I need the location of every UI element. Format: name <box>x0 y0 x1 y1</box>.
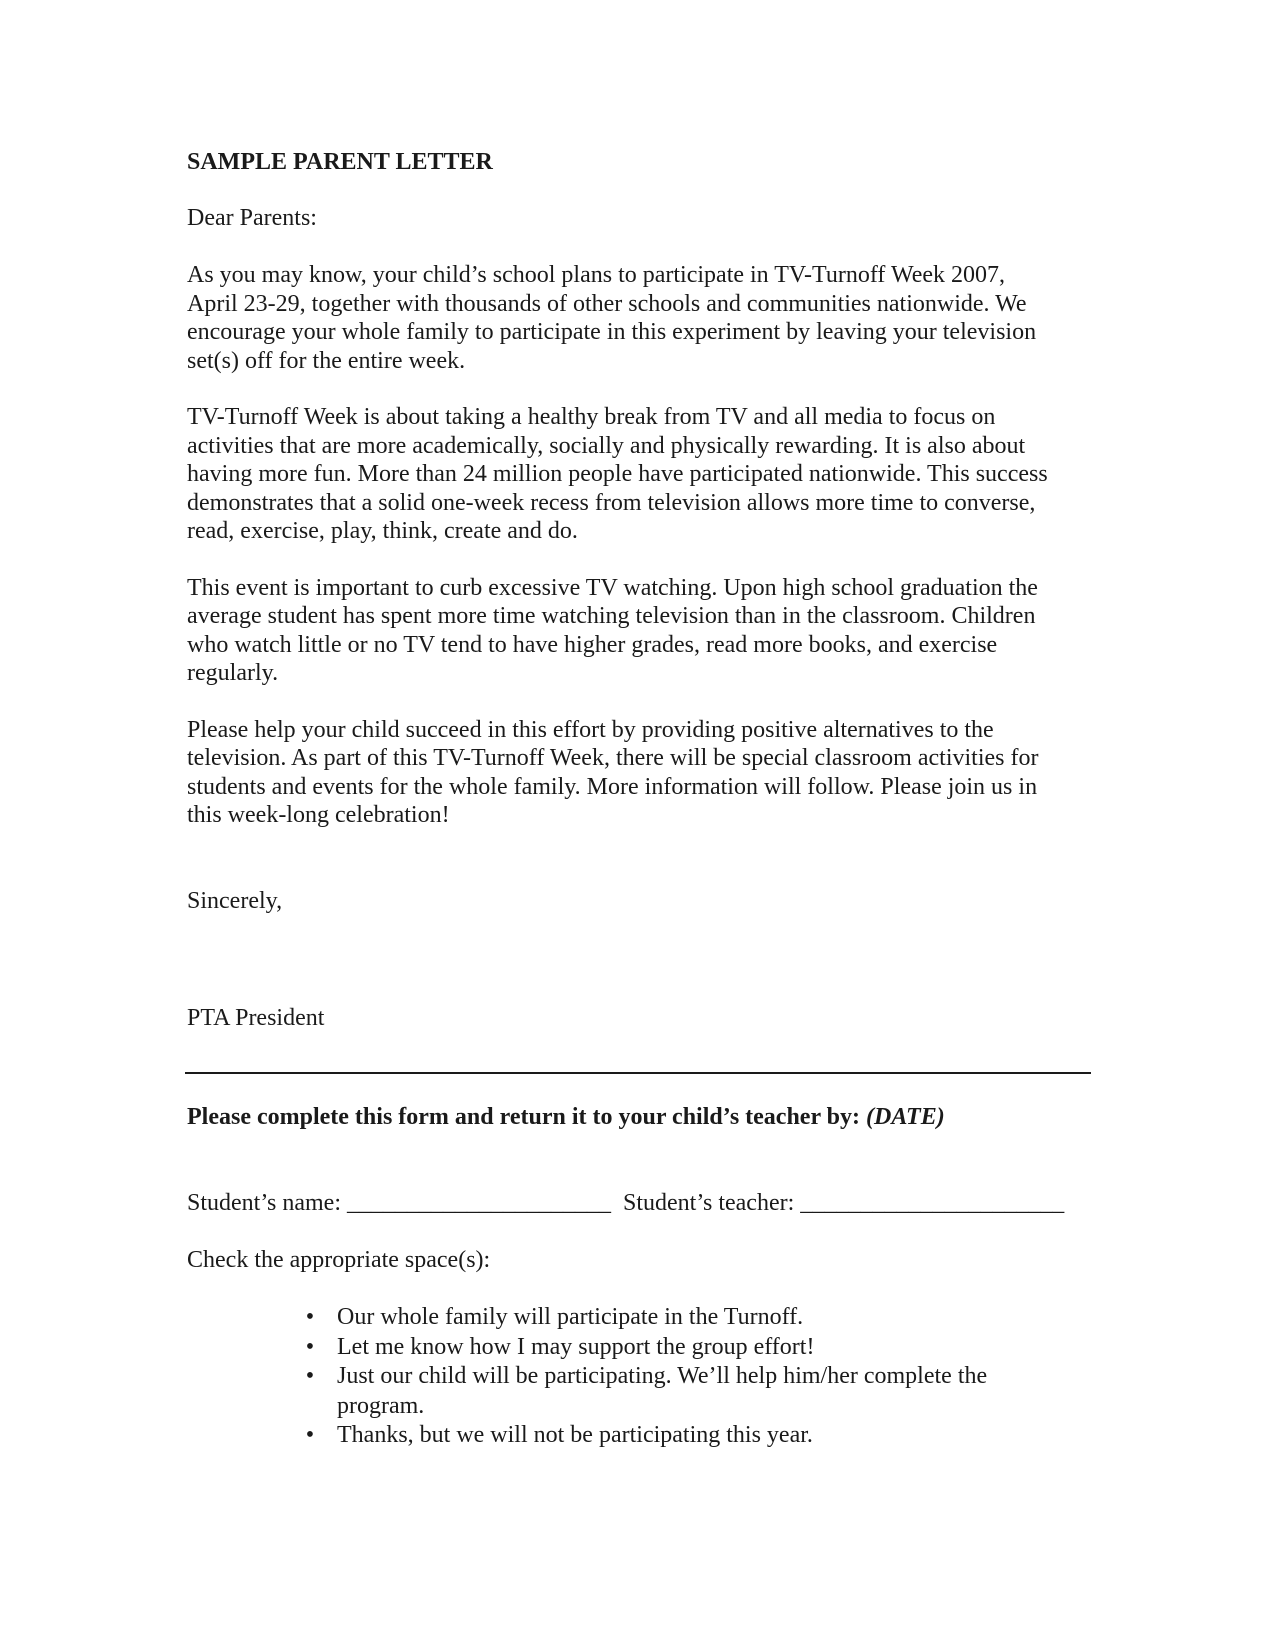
paragraph-line: As you may know, your child’s school plans to participate in TV-Turnoff Week 2007, <box>187 262 1005 288</box>
paragraph-line: who watch little or no TV tend to have higher grades, read more books, and exercise <box>187 631 998 658</box>
paragraph-line: this week-long celebration! <box>187 802 450 828</box>
bullet-icon: • <box>305 1333 315 1360</box>
paragraph-line: demonstrates that a solid one-week recess from television allows more time to converse, <box>187 489 1036 516</box>
paragraph-1 <box>187 261 1092 375</box>
form-heading-text: Please complete this form and return it to your child’s teacher by: <box>187 1104 867 1130</box>
student-name-field[interactable]: ______________________ <box>346 1190 611 1216</box>
paragraph-line: read, exercise, play, think, create and do. <box>187 518 578 544</box>
letter-title: SAMPLE PARENT LETTER <box>187 149 493 175</box>
signer-title: PTA President <box>187 1004 325 1031</box>
form-fields <box>187 1188 1064 1218</box>
form-heading-date: (DATE) <box>866 1104 945 1130</box>
paragraph-line: students and events for the whole family. More information will follow. Please join us in <box>187 773 1038 800</box>
paragraph-2 <box>187 403 1092 546</box>
letter-body <box>187 147 1092 1033</box>
paragraph-line: TV-Turnoff Week is about taking a healthy break from TV and all media to focus on <box>187 404 996 430</box>
option-text: Just our child will be participating. We’ll help him/her complete the program. <box>337 1363 988 1419</box>
student-name-label: Student’s name: <box>187 1190 347 1216</box>
list-item[interactable] <box>300 1362 1060 1421</box>
paragraph-line: set(s) off for the entire week. <box>187 347 466 374</box>
bullet-icon: • <box>305 1304 315 1330</box>
student-teacher-label: Student’s teacher: <box>622 1190 801 1216</box>
list-item[interactable] <box>300 1303 1060 1333</box>
option-list <box>300 1303 1060 1451</box>
paragraph-line: Please help your child succeed in this effort by providing positive alternatives to the <box>187 716 994 743</box>
student-teacher-field[interactable]: ______________________ <box>800 1190 1065 1216</box>
paragraph-line: encourage your whole family to participate in this experiment by leaving your television <box>187 319 1037 345</box>
list-item[interactable] <box>300 1333 1060 1363</box>
paragraph-line: activities that are more academically, socially and physically rewarding. It is also about <box>187 432 1026 459</box>
paragraph-3 <box>187 574 1092 688</box>
section-divider <box>185 1072 1091 1074</box>
bullet-icon: • <box>305 1422 315 1448</box>
option-text: Thanks, but we will not be participating this year. <box>337 1422 813 1448</box>
list-item[interactable] <box>300 1421 1060 1451</box>
paragraph-line: average student has spent more time watching television than in the classroom. Children <box>187 603 1036 629</box>
closing: Sincerely, <box>187 887 283 914</box>
bullet-icon: • <box>305 1363 315 1389</box>
salutation: Dear Parents: <box>187 205 317 231</box>
option-text: Our whole family will participate in the Turnoff. <box>337 1304 804 1330</box>
paragraph-4 <box>187 716 1092 830</box>
paragraph-line: April 23-29, together with thousands of other schools and communities nationwide. We <box>187 290 1027 317</box>
paragraph-line: television. As part of this TV-Turnoff Week, there will be special classroom activities for <box>187 745 1039 771</box>
paragraph-line: regularly. <box>187 660 279 686</box>
form-heading <box>187 1102 945 1132</box>
paragraph-line: This event is important to curb excessive TV watching. Upon high school graduation the <box>187 574 1038 601</box>
paragraph-line: having more fun. More than 24 million people have participated nationwide. This success <box>187 461 1048 487</box>
check-instruction: Check the appropriate space(s): <box>187 1247 491 1273</box>
option-text: Let me know how I may support the group effort! <box>337 1333 815 1360</box>
